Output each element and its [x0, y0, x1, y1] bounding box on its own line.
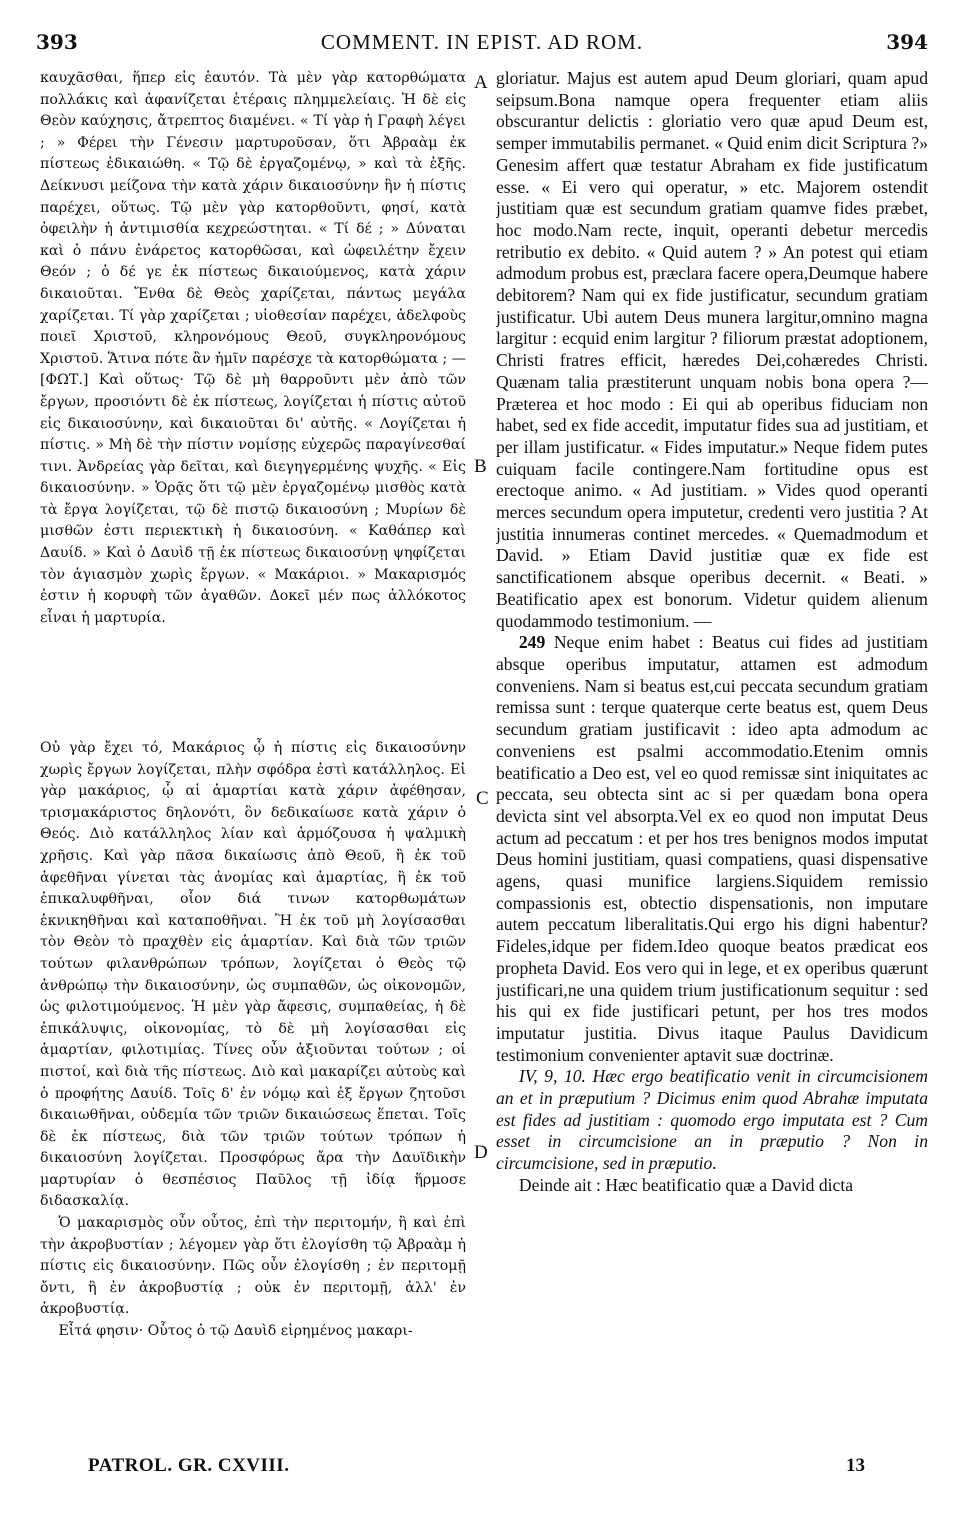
margin-letter-d: D	[474, 1142, 488, 1163]
page-number-right: 394	[886, 30, 928, 54]
greek-column-bottom	[40, 738, 466, 1438]
latin-paragraph-3: IV, 9, 10. Hæc ergo beatificatio venit in circumcisionem an et in præputium ? Dicimus enim quod Abrahæ imputata est fides ad justitiam : quomodo ergo imputata est ? Cum esset in circumcisione an in præputio ? Non in circumcisione, sed in præputio.	[496, 1066, 928, 1174]
greek-paragraph-1: καυχᾶσθαι, ἥπερ εἰς ἑαυτόν. Τὰ μὲν γὰρ κατορθώματα πολλάκις καὶ ἀφανίζεται ἑτέραις πλημμελείαις. Ἡ δὲ εἰς Θεὸν καύχησις, ἄτρεπτος διαμένει. « Τί γὰρ ἡ Γραφὴ λέγει ; » Φέρει τὴν Γένεσιν μαρτυροῦσαν, ὅτι Ἀβραὰμ ἐκ πίστεως ἐδικαιώθη. « Τῷ δὲ ἐργαζομένῳ, » καὶ τὰ ἑξῆς. Δείκνυσι μείζονα τὴν κατὰ χάριν δικαιοσύνην ἣν ἡ πίστις παρέχει, οὕτως. Τῷ μὲν γὰρ κατορθοῦντι, φησί, κατὰ ὀφειλὴν ἡ ἀντιμισθία κεχρεώστηται. « Τί δέ ; » Δύναται καὶ ὁ πάνυ ἐνάρετος κατορθῶσαι, καὶ ὠφειλέτην ἔχειν Θεόν ; ὁ δέ γε ἐκ πίστεως δικαιούμενος, κατὰ χάριν δικαιοῦται. Ἔνθα δὲ Θεὸς χαρίζεται, πάντως μεγάλα χαρίζεται. Τί γὰρ χαρίζεται ; υἱοθεσίαν παρέχει, ἀδελφοὺς ποιεῖ Χριστοῦ, κληρονόμους Θεοῦ, συγκληρονόμους Χριστοῦ. Ἅτινα πότε ἂν ἡμῖν παρέσχε τὰ κατορθώματα ; — [ΦΩΤ.] Καὶ οὕτως· Τῷ δὲ μὴ θαρροῦντι μὲν ἀπὸ τῶν ἔργων, προσιόντι δὲ ἐκ πίστεως, λογίζεται ἡ πίστις αὐτοῦ εἰς δικαιοσύνην, καὶ δικαιοῦται δι' αὐτῆς. « Λογίζεται ἡ πίστις. » Μὴ δὲ τὴν πίστιν νομίσῃς εὐχερῶς παραγίνεσθαί τινι. Ἀνδρείας γὰρ δεῖται, καὶ διεγηγερμένης ψυχῆς. « Εἰς δικαιοσύνην. » Ὁρᾷς ὅτι τῷ μὲν ἐργαζομένῳ μισθὸς κατὰ τὰ ἔργα λογίζεται, τῷ δὲ πιστῷ δικαιοσύνη ; Μυρίων δὲ μισθῶν ἐστι περιεκτικὴ ἡ δικαιοσύνη. « Καθάπερ καὶ Δαυίδ. » Καὶ ὁ Δαυὶδ τῇ ἐκ πίστεως δικαιοσύνῃ ψηφίζεται τὸν ἁγιασμὸν χωρὶς ἔργων. « Μακάριοι. » Μακαρισμός ἐστιν ἡ κορυφὴ τῶν ἀγαθῶν. Δοκεῖ μέν πως ἀλλόκοτος εἶναι ἡ μαρτυρία.	[40, 70, 466, 626]
greek-paragraph-2: Οὐ γὰρ ἔχει τό, Μακάριος ᾧ ἡ πίστις εἰς δικαιοσύνην χωρὶς ἔργων λογίζεται, πλὴν σφόδρα ἐστὶ κατάλληλος. Εἰ γὰρ μακάριος, ᾧ αἱ ἁμαρτίαι κατὰ χάριν ἀφέθησαν, τρισμακάριστος δηλονότι, ὃν δεδικαίωσε κατὰ χάριν ὁ Θεός. Διὸ κατάλληλος λίαν καὶ ἁρμόζουσα ἡ ψαλμικὴ χρῆσις. Καὶ γὰρ πᾶσα δικαίωσις ἀπὸ Θεοῦ, ἢ ἐκ τοῦ ἀφεθῆναι γίνεται τὰς ἀνομίας καὶ ἁμαρτίας, ἢ ἐκ τοῦ ἐπικαλυφθῆναι, οἷον διά τινων κατορθωμάτων ἐκνικηθῆναι καὶ καταποθῆναι. Ἢ ἐκ τοῦ μὴ λογίσασθαι τὸν Θεὸν τὸ πραχθὲν εἰς ἁμαρτίαν. Καὶ διὰ τῶν τριῶν τούτων φιλανθρώπων τρόπων, λογίζεται ὁ Θεὸς τῷ ἀνθρώπῳ τὴν δικαιοσύνην, ὡς συμπαθῶν, ὡς οἰκονομῶν, ὡς φιλοτιμούμενος. Ἡ μὲν γὰρ ἄφεσις, συμπαθείας, ἡ δὲ ἐπικάλυψις, οἰκονομίας, τὸ δὲ μὴ λογίσασθαι εἰς ἁμαρτίαν, φιλοτιμίας. Τίνες οὖν ἀξιοῦνται τούτων ; οἱ πιστοί, καὶ διὰ τῆς πίστεως. Διὸ καὶ μακαρίζει αὐτοὺς καὶ ὁ προφήτης Δαυίδ. Τοῖς δ' ἐν νόμῳ καὶ ἐξ ἔργων ζητοῦσι δικαιωθῆναι, οὐδεμία τῶν τριῶν δικαιώσεως ἕπεται. Τοῖς δὲ ἐκ πίστεως, διὰ τῶν τριῶν τούτων τρόπων ἡ δικαιοσύνη λογίζεται. Προσφόρως ἄρα τὴν Δαυϊδικὴν μαρτυρίαν ὁ θεσπέσιος Παῦλος τῇ ἰδίᾳ ἥρμοσε διδασκαλίᾳ.	[40, 740, 466, 1210]
margin-letter-a: A	[474, 72, 488, 93]
latin-column	[496, 68, 928, 1438]
greek-column-top	[40, 68, 466, 718]
latin-paragraph-1: gloriatur. Majus est autem apud Deum gloriari, quam apud seipsum.Bona namque opera frequenter etiam aliis obscurantur delictis : gloriatio vero quæ apud Deum est, semper immutabilis permanet. « Quid enim dicit Scriptura ?» Genesim affert quæ testatur Abraham ex fide justificatum esse. « Ei vero qui operatur, » etc. Majorem ostendit justitiam quæ est secundum gratiam quamve fides præbet, hoc modo.Nam recte, inquit, operanti debetur mercedis retributio ex debito. « Quid autem ? » An potest qui etiam admodum probus est, præclara facere opera,Deumque habere debitorem? Nam qui ex fide justificatur, secundum gratiam justificatur. Ubi autem Deus munera largitur,omnino magna largitur : ecquid enim largitur ? filiorum præstat adoptionem, Christi fratres efficit, hæredes Dei,cohæredes Christi. Quænam talia præstiterunt unquam nobis bona opera ?— Præterea et hoc modo : Ei qui ab operibus fiduciam non habet, sed ex fide accedit, imputatur fides sua ad justitiam, et per illam justificatur. « Fides imputatur.» Neque fidem putes cuiquam facile contingere.Nam fortitudine opus est erectoque animo. « Ad justitiam. » Vides quod operanti merces secundum opera imputetur, credenti vero justitia ? At justitia innumeras continet mercedes. « Quemadmodum et David. » Etiam David justitiæ quæ ex fide est sanctificationem absque operibus decernit. « Beati. » Beatificatio apex est bonorum. Videtur quidem alienum quodammodo testimonium. —	[496, 68, 928, 631]
column-number: 249	[518, 632, 546, 653]
greek-paragraph-4: Εἶτά φησιν· Οὗτος ὁ τῷ Δαυὶδ εἰρημένος μακαρι-	[58, 1323, 413, 1340]
page-number-left: 393	[36, 30, 78, 54]
margin-letter-c: C	[476, 788, 489, 809]
greek-paragraph-3: Ὁ μακαρισμὸς οὖν οὗτος, ἐπὶ τὴν περιτομήν, ἢ καὶ ἐπὶ τὴν ἀκροβυστίαν ; λέγομεν γὰρ ὅτι ἐλογίσθη τῷ Ἀβραὰμ ἡ πίστις εἰς δικαιοσύνην. Πῶς οὖν ἐλογίσθη ; ἐν περιτομῇ ὄντι, ἢ ἐν ἀκροβυστίᾳ ; οὐκ ἐν περιτομῇ, ἀλλ' ἐν ἀκροβυστίᾳ.	[40, 1215, 466, 1318]
margin-letter-b: B	[474, 456, 487, 477]
footer-series: PATROL. GR. CXVIII.	[88, 1455, 290, 1476]
latin-paragraph-4: Deinde ait : Hæc beatificatio quæ a David dicta	[518, 1174, 854, 1195]
running-title: COMMENT. IN EPIST. AD ROM.	[320, 30, 644, 54]
latin-paragraph-2	[496, 632, 928, 1066]
footer-signature: 13	[846, 1455, 865, 1476]
latin-paragraph-2-text: Neque enim habet : Beatus cui fides ad justitiam absque operibus imputatur, attamen est admodum conveniens. Nam si beatus est,cui peccata secundum gratiam remissa sunt : terque quaterque certe beatus est, quem Deus secundum gratiam justificavit : ideo apta admodum ac conveniens est psalmi accommodatio.Etenim omnis beatificatio a Deo est, vel eo quod remissæ sint iniquitates ac peccata, seu obtecta sint ac si per quædam bona opera devicta sint vel absorpta.Vel ex eo quod non imputat Deus actum ad peccatum : et per hos tres benignos modos imputat Deus homini justitiam, quasi compatiens, quasi dispensative agens, quasi munifice largiens.Siquidem remissio compassionis est, obtectio dispensationis, non imputare autem peccatum liberalitatis.Qui ergo his digni habentur? Fideles,idque per fidem.Ideo quoque beatos prædicat eos propheta David. Eos vero qui in lege, et ex operibus quærunt justificari,ne una quidem trium justificationum sequitur : sed his qui ex fide justificari petunt, per hos tres modos imputatur justitia. Divus itaque Paulus Davidicum testimonium convenienter aptavit suæ doctrinæ.	[496, 632, 928, 1065]
